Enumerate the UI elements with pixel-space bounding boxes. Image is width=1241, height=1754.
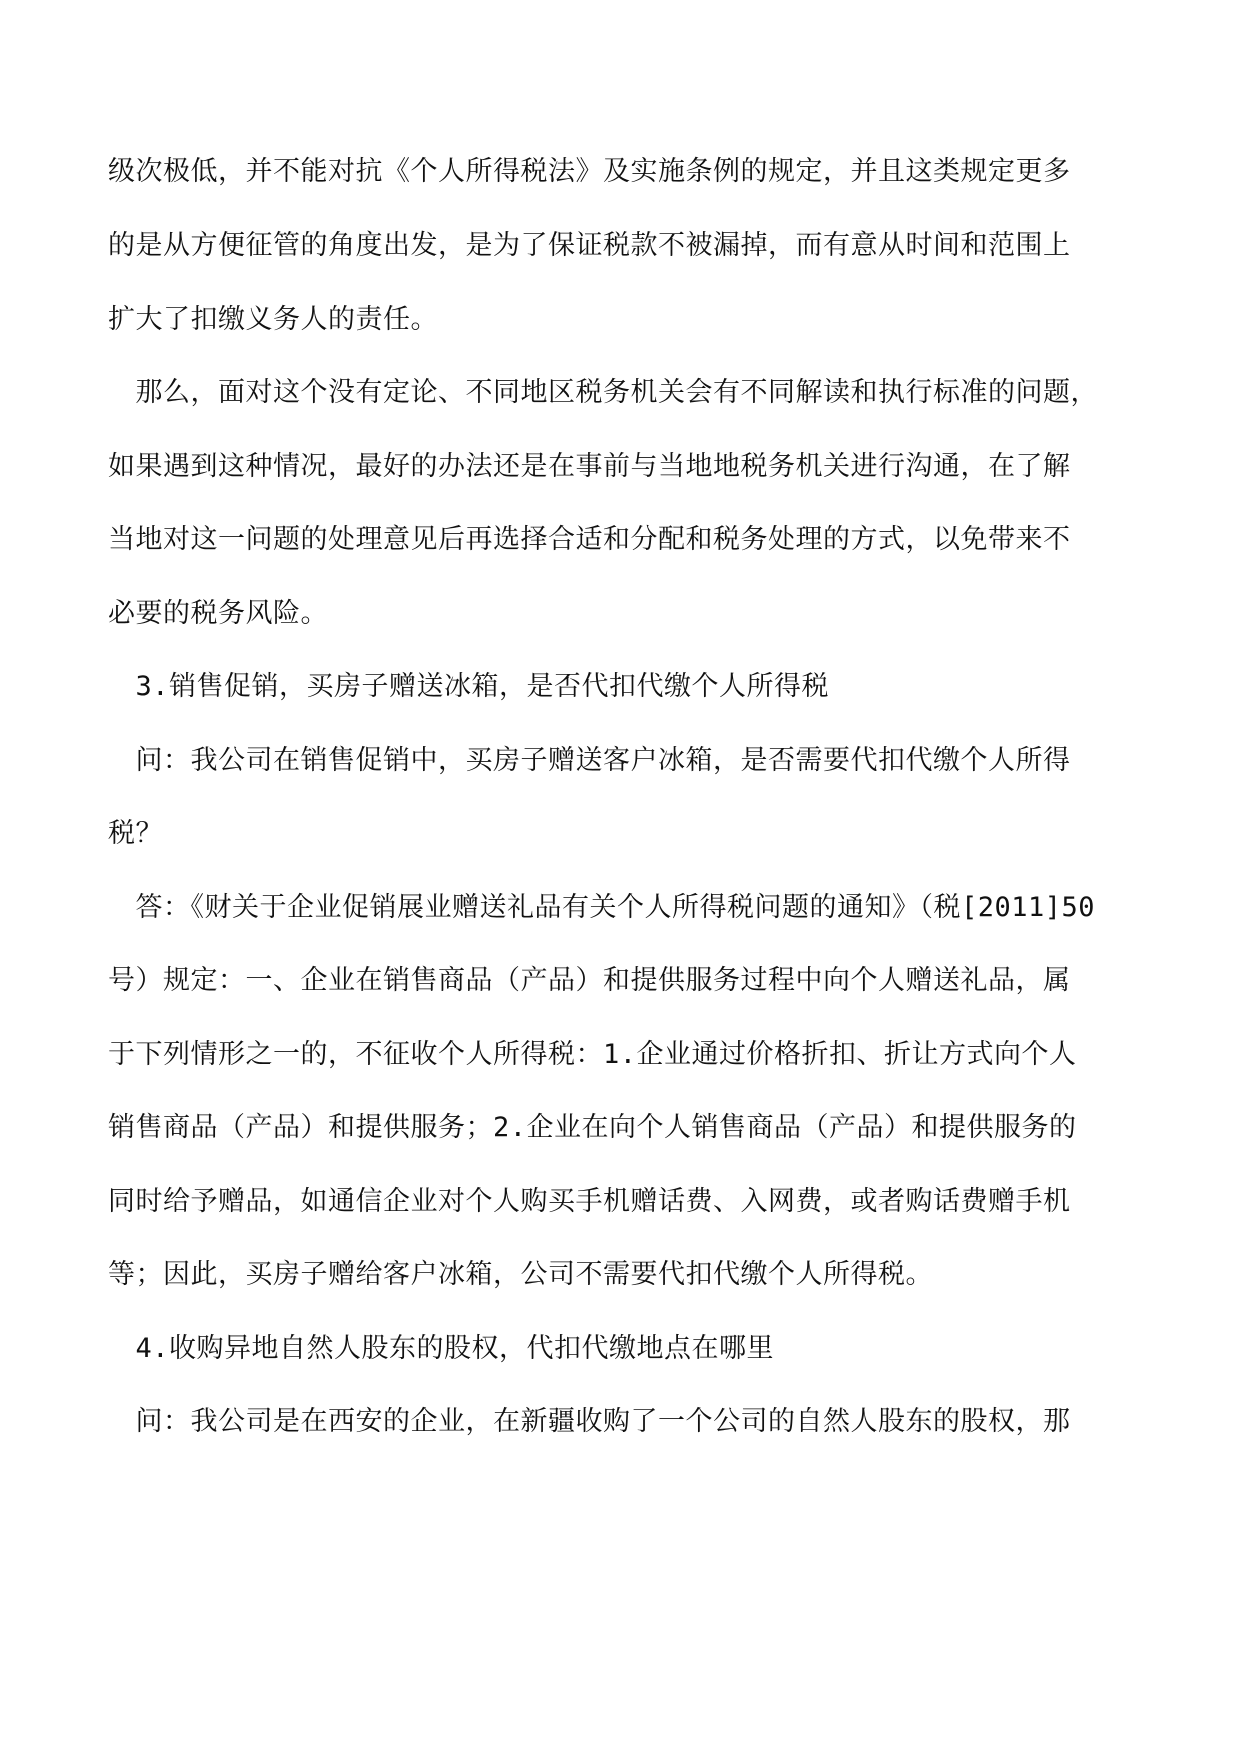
text-line: 问：我公司在销售促销中，买房子赠送客户冰箱，是否需要代扣代缴个人所得: [108, 745, 1071, 776]
text-line: 扩大了扣缴义务人的责任。: [108, 304, 438, 335]
text-line: 答：《财关于企业促销展业赠送礼品有关个人所得税问题的通知》（税[2011]50: [108, 892, 1096, 923]
text-line: 销售商品（产品）和提供服务；2.企业在向个人销售商品（产品）和提供服务的: [108, 1112, 1077, 1143]
section-heading: 4.收购异地自然人股东的股权，代扣代缴地点在哪里: [108, 1333, 775, 1364]
text-line: 级次极低，并不能对抗《个人所得税法》及实施条例的规定，并且这类规定更多: [108, 156, 1071, 187]
text-line: 等；因此，买房子赠给客户冰箱，公司不需要代扣代缴个人所得税。: [108, 1259, 933, 1290]
section-heading: 3.销售促销，买房子赠送冰箱，是否代扣代缴个人所得税: [108, 671, 830, 702]
text-line: 于下列情形之一的，不征收个人所得税：1.企业通过价格折扣、折让方式向个人: [108, 1039, 1077, 1070]
text-line: 必要的税务风险。: [108, 598, 328, 629]
text-line: 问：我公司是在西安的企业，在新疆收购了一个公司的自然人股东的股权，那: [108, 1406, 1071, 1437]
text-line: 同时给予赠品，如通信企业对个人购买手机赠话费、入网费，或者购话费赠手机: [108, 1186, 1071, 1217]
text-line: 当地对这一问题的处理意见后再选择合适和分配和税务处理的方式，以免带来不: [108, 524, 1071, 555]
text-line: 那么，面对这个没有定论、不同地区税务机关会有不同解读和执行标准的问题，: [108, 377, 1098, 408]
text-line: 如果遇到这种情况，最好的办法还是在事前与当地地税务机关进行沟通，在了解: [108, 451, 1071, 482]
text-line: 税？: [108, 818, 163, 849]
text-line: 的是从方便征管的角度出发，是为了保证税款不被漏掉，而有意从时间和范围上: [108, 230, 1071, 261]
text-line: 号）规定：一、企业在销售商品（产品）和提供服务过程中向个人赠送礼品，属: [108, 965, 1071, 996]
